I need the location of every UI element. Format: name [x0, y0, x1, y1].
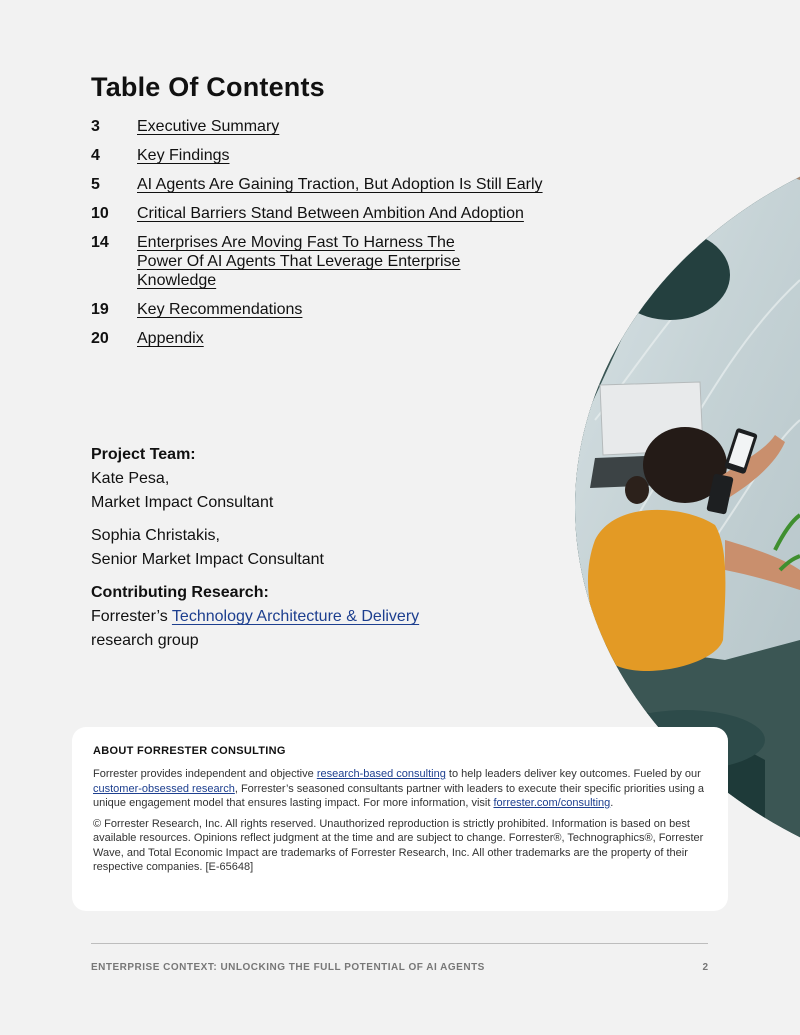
table-of-contents [91, 117, 551, 348]
toc-page-number: 19 [91, 301, 109, 318]
toc-link-key-recommendations[interactable]: Key Recommendations [137, 301, 303, 318]
toc-title: Table Of Contents [91, 72, 325, 102]
toc-link-ai-agents-traction[interactable]: AI Agents Are Gaining Traction, But Adoption Is Still Early [137, 176, 543, 193]
toc-link-critical-barriers[interactable]: Critical Barriers Stand Between Ambition And Adoption [137, 205, 524, 222]
about-text: . [610, 797, 614, 809]
footer-divider [91, 943, 708, 944]
footer-title: ENTERPRISE CONTEXT: UNLOCKING THE FULL POTENTIAL OF AI AGENTS [91, 962, 485, 973]
team-member-role: Senior Market Impact Consultant [91, 551, 324, 568]
about-text: to help leaders deliver key outcomes. Fueled by our [445, 768, 701, 780]
toc-page-number: 4 [91, 147, 100, 164]
research-based-consulting-link[interactable]: research-based consulting [316, 768, 446, 780]
contributing-research-heading: Contributing Research: [91, 584, 269, 601]
toc-link-key-findings[interactable]: Key Findings [137, 147, 230, 164]
about-forrester-box [72, 727, 728, 911]
about-text: , Forrester’s seasoned consultants partner with leaders to execute their specific priorities using a unique engagement model that ensures lasting impact. For more information, visit [93, 782, 705, 809]
contrib-suffix: research group [91, 632, 199, 649]
toc-entry[interactable] [91, 233, 491, 290]
toc-entry[interactable] [91, 117, 551, 136]
toc-link-executive-summary[interactable]: Executive Summary [137, 118, 280, 135]
toc-entry[interactable] [91, 204, 551, 223]
about-text: Forrester provides independent and objective [93, 768, 317, 780]
toc-page-number: 5 [91, 176, 100, 193]
research-group-link[interactable]: Technology Architecture & Delivery [171, 608, 420, 625]
project-team [91, 443, 511, 662]
toc-entry[interactable] [91, 300, 551, 319]
team-member-name: Kate Pesa, [91, 470, 170, 487]
team-member-role: Market Impact Consultant [91, 494, 274, 511]
customer-obsessed-research-link[interactable]: customer-obsessed research [93, 782, 235, 795]
project-team-heading: Project Team: [91, 446, 196, 463]
toc-entry[interactable] [91, 146, 551, 165]
toc-page-number: 14 [91, 234, 109, 251]
toc-page-number: 3 [91, 118, 100, 135]
toc-entry[interactable] [91, 329, 551, 348]
toc-entry[interactable] [91, 175, 551, 194]
team-member-name: Sophia Christakis, [91, 527, 220, 544]
forrester-consulting-link[interactable]: forrester.com/consulting [493, 797, 611, 809]
toc-link-enterprises-moving-fast[interactable]: Enterprises Are Moving Fast To Harness The Power Of AI Agents That Leverage Enterprise Knowledge [137, 234, 461, 289]
contributing-research-text [91, 605, 511, 629]
copyright-paragraph: © Forrester Research, Inc. All rights reserved. Unauthorized reproduction is strictly prohibited. Information is based on best available resources. Opinions reflect judgment at the time and are subject to change. Forrester®, Technographics®, Forrester Wave, and Total Economic Impact are trademarks of Forrester Research, Inc. All other trademarks are the property of their respective companies. [E-65648] [93, 817, 704, 873]
about-heading: ABOUT FORRESTER CONSULTING [93, 745, 286, 757]
contrib-prefix: Forrester’s [91, 608, 172, 625]
toc-link-appendix[interactable]: Appendix [137, 330, 204, 347]
page-number: 2 [702, 962, 708, 973]
toc-page-number: 20 [91, 330, 109, 347]
about-paragraph [93, 767, 708, 811]
toc-page-number: 10 [91, 205, 109, 222]
